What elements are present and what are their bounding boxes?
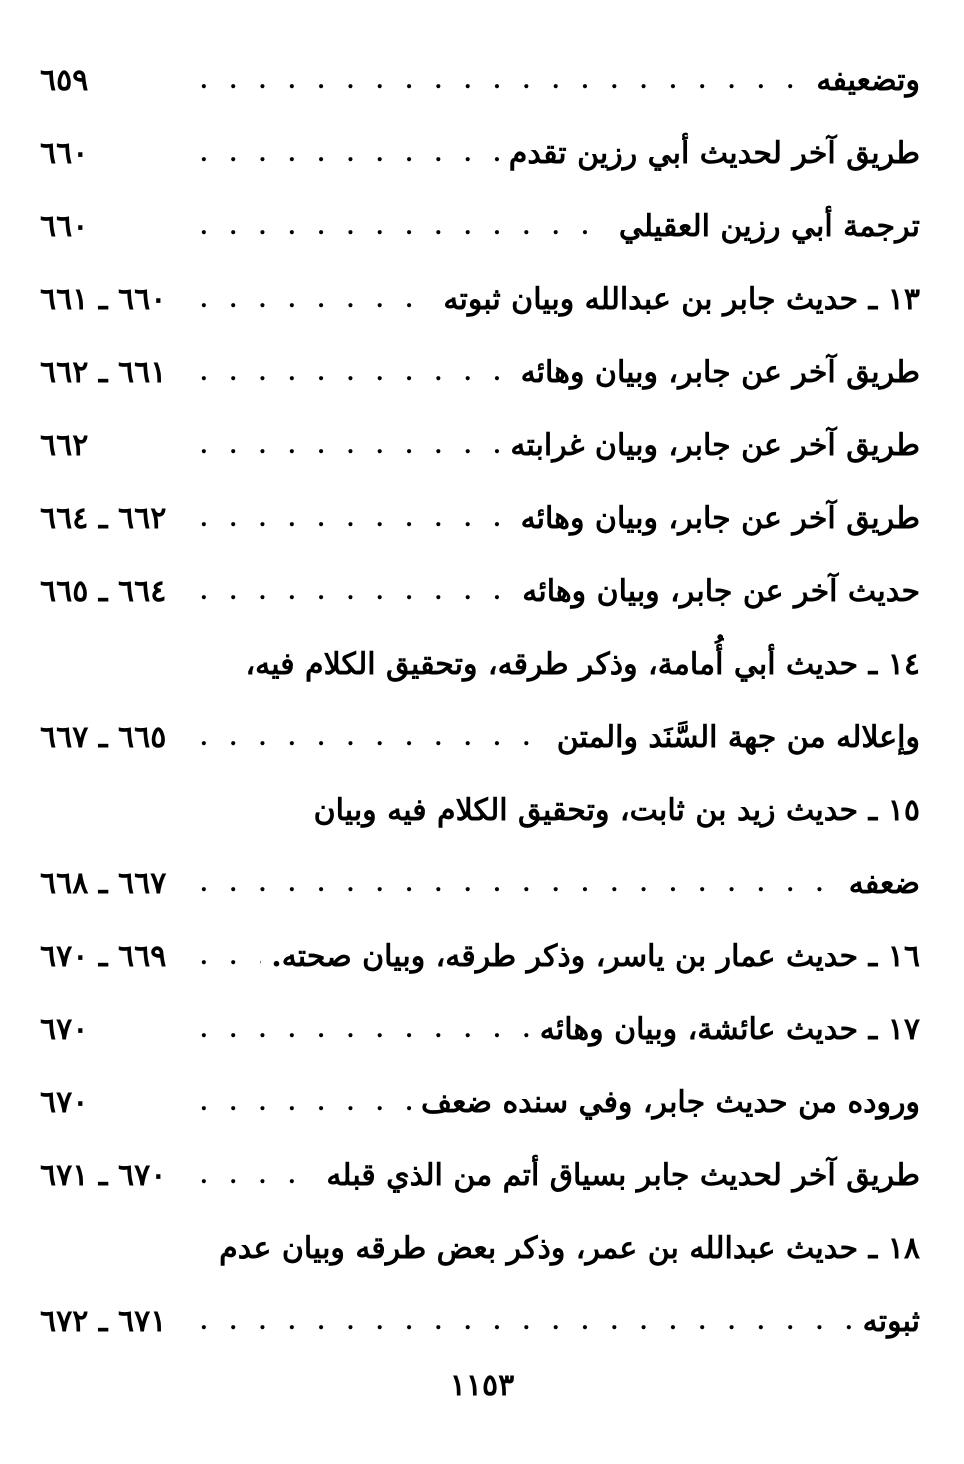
toc-entry-pages: ٦٦٠ <box>40 209 89 244</box>
toc-entry-pages: ٦٦٧ ـ ٦٦٨ <box>40 866 167 901</box>
toc-entry <box>40 701 920 774</box>
toc-entry <box>40 1285 920 1358</box>
leader-dots <box>190 725 547 751</box>
toc-entry-pages: ٦٦٤ ـ ٦٦٥ <box>40 574 167 609</box>
toc-entry-pages: ٦٦٠ ـ ٦٦١ <box>40 282 167 317</box>
table-of-contents <box>40 44 920 1358</box>
toc-entry-pages: ٦٦٥ ـ ٦٦٧ <box>40 720 167 755</box>
toc-entry-pages: ٦٧١ ـ ٦٧٢ <box>40 1304 167 1339</box>
toc-entry <box>40 263 920 336</box>
leader-dots <box>190 214 609 240</box>
toc-entry <box>40 1139 920 1212</box>
leader-dots <box>190 506 511 532</box>
leader-dots <box>190 433 500 459</box>
toc-entry-title: طريق آخر لحديث أبي رزين تقدم <box>508 136 920 171</box>
toc-entry <box>40 117 920 190</box>
leader-dots <box>190 579 512 605</box>
toc-entry-title: وتضعيفه <box>816 63 920 98</box>
toc-entry-title: طريق آخر عن جابر، وبيان وهائه <box>520 355 920 390</box>
toc-entry-title: وروده من حديث جابر، وفي سنده ضعف <box>421 1085 920 1120</box>
leader-dots <box>190 360 511 386</box>
toc-entry-title: ١٧ ـ حديث عائشة، وبيان وهائه <box>539 1012 920 1047</box>
toc-entry-pages: ٦٥٩ <box>40 63 89 98</box>
toc-entry-title: طريق آخر لحديث جابر بسياق أتم من الذي قبله <box>326 1158 920 1193</box>
toc-entry-pages: ٦٦٢ <box>40 428 89 463</box>
toc-entry-pages: ٦٦١ ـ ٦٦٢ <box>40 355 167 390</box>
toc-entry <box>40 44 920 117</box>
leader-dots <box>190 68 806 94</box>
toc-entry <box>40 628 920 701</box>
leader-dots <box>190 287 433 313</box>
toc-entry-pages: ٦٧٠ ـ ٦٧١ <box>40 1158 167 1193</box>
toc-entry-title: ١٤ ـ حديث أبي أُمامة، وذكر طرقه، وتحقيق الكلام فيه، <box>245 647 920 682</box>
toc-entry-title: ١٦ ـ حديث عمار بن ياسر، وذكر طرقه، وبيان صحته. <box>271 939 920 974</box>
leader-dots <box>190 944 261 970</box>
leader-dots <box>190 1309 853 1335</box>
toc-entry-pages: ٦٦٩ ـ ٦٧٠ <box>40 939 167 974</box>
toc-entry-title: ضعفه <box>848 866 920 901</box>
toc-entry <box>40 336 920 409</box>
leader-dots <box>190 1163 316 1189</box>
leader-dots <box>190 871 839 897</box>
toc-entry-pages: ٦٦٠ <box>40 136 89 171</box>
toc-entry-pages: ٦٧٠ <box>40 1085 89 1120</box>
toc-entry-title: ترجمة أبي رزين العقيلي <box>618 209 920 244</box>
toc-entry <box>40 555 920 628</box>
toc-entry-pages: ٦٧٠ <box>40 1012 89 1047</box>
toc-entry-title: ١٨ ـ حديث عبدالله بن عمر، وذكر بعض طرقه وبيان عدم <box>219 1231 920 1266</box>
toc-entry <box>40 409 920 482</box>
toc-entry <box>40 847 920 920</box>
toc-entry-pages: ٦٦٢ ـ ٦٦٤ <box>40 501 167 536</box>
leader-dots <box>190 141 499 167</box>
toc-entry <box>40 1066 920 1139</box>
toc-entry-title: ثبوته <box>862 1304 920 1339</box>
toc-entry <box>40 1212 920 1285</box>
leader-dots <box>190 1017 530 1043</box>
toc-entry-title: طريق آخر عن جابر، وبيان غرابته <box>510 428 920 463</box>
toc-entry-title: حديث آخر عن جابر، وبيان وهائه <box>522 574 920 609</box>
toc-entry-title: ١٥ ـ حديث زيد بن ثابت، وتحقيق الكلام فيه وبيان <box>313 793 920 828</box>
toc-entry <box>40 774 920 847</box>
toc-entry <box>40 482 920 555</box>
page-number: ١١٥٣ <box>449 1368 515 1403</box>
toc-entry-title: طريق آخر عن جابر، وبيان وهائه <box>520 501 920 536</box>
leader-dots <box>190 1090 411 1116</box>
toc-entry <box>40 920 920 993</box>
toc-entry-title: ١٣ ـ حديث جابر بن عبدالله وبيان ثبوته <box>443 282 920 317</box>
toc-entry-title: وإعلاله من جهة السَّنَد والمتن <box>556 720 920 755</box>
toc-entry <box>40 190 920 263</box>
toc-entry <box>40 993 920 1066</box>
